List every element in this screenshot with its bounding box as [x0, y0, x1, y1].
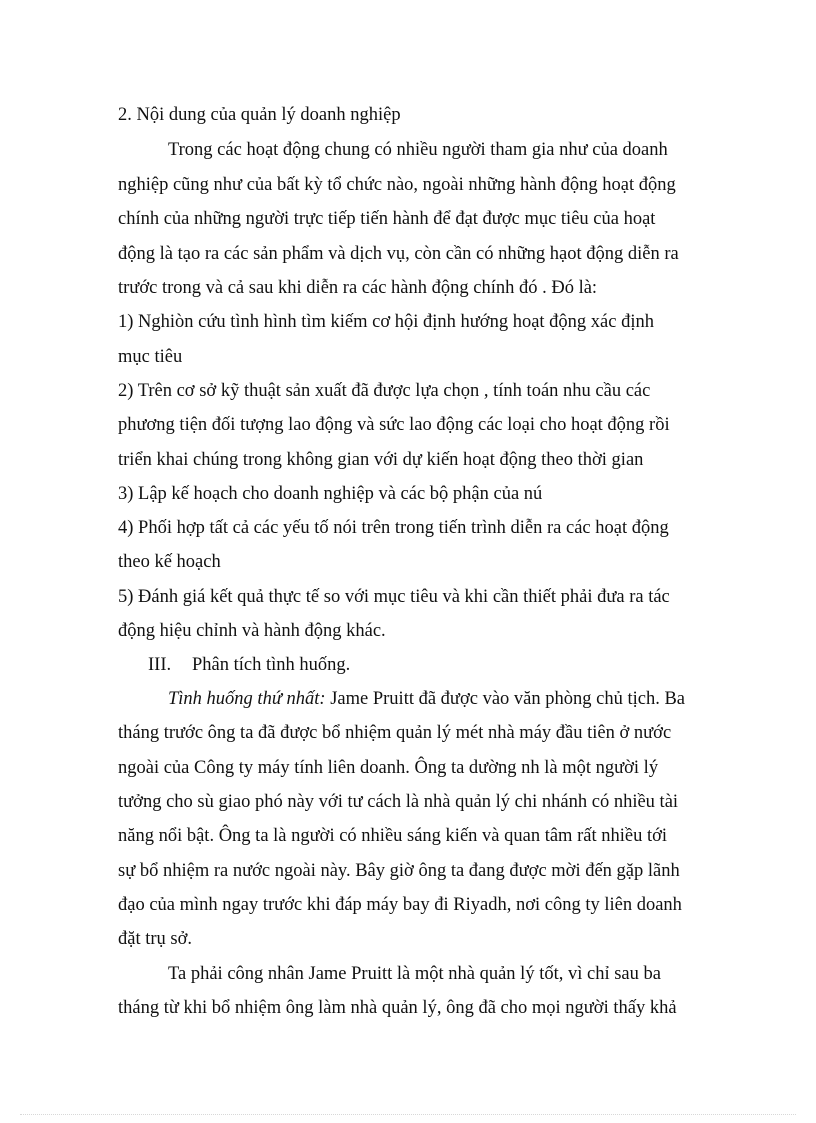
- list-item: 3) Lập kế hoạch cho doanh nghiệp và các bộ phận của nú: [118, 484, 543, 504]
- list-item: theo kế hoạch: [118, 552, 221, 572]
- situation-label: Tình huống thứ nhất:: [168, 689, 326, 709]
- paragraph-line: Trong các hoạt động chung có nhiều người tham gia như của doanh: [168, 140, 668, 160]
- page-bottom-divider: [20, 1114, 796, 1115]
- list-item: 2) Trên cơ sở kỹ thuật sản xuất đã được lựa chọn , tính toán nhu cầu các: [118, 381, 651, 401]
- section-title: Phân tích tình huống.: [192, 655, 351, 675]
- paragraph-line: sự bổ nhiệm ra nước ngoài này. Bây giờ ông ta đang được mời đến gặp lãnh: [118, 861, 680, 881]
- paragraph-line: đạo của mình ngay trước khi đáp máy bay đi Riyadh, nơi công ty liên doanh: [118, 895, 682, 915]
- paragraph-line: tháng từ khi bổ nhiệm ông làm nhà quản lý, ông đã cho mọi người thấy khả: [118, 998, 677, 1018]
- list-item: mục tiêu: [118, 347, 183, 367]
- list-item: 5) Đánh giá kết quả thực tế so với mục tiêu và khi cần thiết phải đưa ra tác: [118, 587, 670, 607]
- situation-first-line: [168, 687, 685, 711]
- situation-text: Jame Pruitt đã được vào văn phòng chủ tịch. Ba: [325, 689, 686, 709]
- list-item: 4) Phối hợp tất cả các yếu tố nói trên trong tiến trình diễn ra các hoạt động: [118, 518, 669, 538]
- list-item: triển khai chúng trong không gian với dự kiến hoạt động theo thời gian: [118, 450, 644, 470]
- list-item: phương tiện đối tượng lao động và sức lao động các loại cho hoạt động rồi: [118, 415, 670, 435]
- section-number: III.: [148, 655, 172, 675]
- paragraph-line: nghiệp cũng như của bất kỳ tổ chức nào, ngoài những hành động hoạt động: [118, 175, 676, 195]
- paragraph-line: đặt trụ sở.: [118, 929, 193, 949]
- paragraph-line: trước trong và cả sau khi diễn ra các hành động chính đó . Đó là:: [118, 278, 598, 298]
- paragraph-line: năng nổi bật. Ông ta là người có nhiều sáng kiến và quan tâm rất nhiều tới: [118, 826, 668, 846]
- list-item: 1) Nghiòn cứu tình hình tìm kiếm cơ hội định hướng hoạt động xác định: [118, 312, 654, 332]
- section-3-heading: [0, 653, 816, 677]
- paragraph-line: động là tạo ra các sản phẩm và dịch vụ, còn cần có những hạot động diễn ra: [118, 244, 679, 264]
- section-heading: 2. Nội dung của quản lý doanh nghiệp: [118, 105, 401, 125]
- paragraph-line: tưởng cho sù giao phó này với tư cách là nhà quản lý chi nhánh có nhiều tài: [118, 792, 679, 812]
- list-item: động hiệu chỉnh và hành động khác.: [118, 621, 386, 641]
- paragraph-line: ngoài của Công ty máy tính liên doanh. Ông ta dường nh là một người lý: [118, 758, 659, 778]
- paragraph-line: tháng trước ông ta đã được bổ nhiệm quản lý mét nhà máy đầu tiên ở nước: [118, 723, 672, 743]
- paragraph-line: chính của những người trực tiếp tiến hành để đạt được mục tiêu của hoạt: [118, 209, 656, 229]
- paragraph-line: Ta phải công nhân Jame Pruitt là một nhà quản lý tốt, vì chỉ sau ba: [168, 964, 661, 984]
